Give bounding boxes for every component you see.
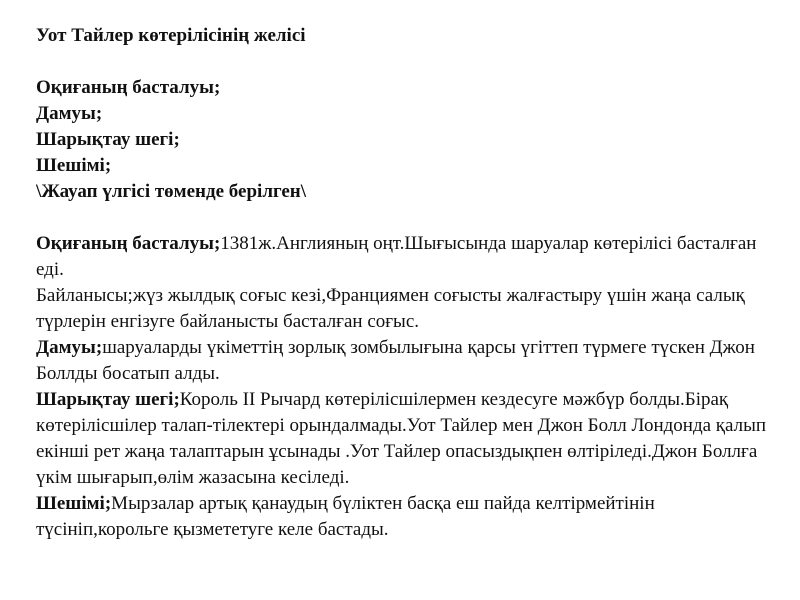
- section-label: Дамуы;: [36, 337, 103, 358]
- spacer: [36, 205, 776, 231]
- section-label: Шарықтау шегі;: [36, 389, 180, 410]
- section-text: шаруаларды үкіметтің зорлық зомбылығына қарсы үгіттеп түрмеге түскен Джон Боллды босатып алды.: [36, 337, 755, 384]
- section-text: 1381ж.Англияның оңт.Шығысында шаруалар көтерілісі басталған еді.: [36, 233, 757, 280]
- section-beginning: [36, 231, 776, 283]
- outline-item-climax: Шарықтау шегі;: [36, 129, 180, 150]
- section-text: Мырзалар артық қанаудың бүліктен басқа еш пайда келтірмейтінін түсініп,корольге қызмететуге келе бастады.: [36, 493, 655, 540]
- section-label: Оқиғаның басталуы;: [36, 233, 221, 254]
- section-label: Шешімі;: [36, 493, 112, 514]
- section-resolution: [36, 491, 776, 543]
- section-text: Байланысы;жүз жылдық соғыс кезі,Франциямен соғысты жалғастыру үшін жаңа салық түрлерін енгізуге байланысты басталған соғыс.: [36, 285, 745, 332]
- section-connection: [36, 283, 776, 335]
- outline-item-resolution: Шешімі;: [36, 155, 112, 176]
- section-text: Король ІІ Рычард көтерілісшілермен кездесуге мәжбүр болды.Бірақ көтерілісшілер талап-тілектері орындалмады.Уот Тайлер мен Джон Болл Лондонда қалып екінші рет жаңа талаптарын ұсынады .Уот Тайлер опасыздықпен өлтіріледі.Джон Боллға үкім шығарып,өлім жазасына кесіледі.: [36, 389, 767, 488]
- document-body: [36, 23, 776, 543]
- outline-answer-note: \Жауап үлгісі төменде берілген\: [36, 181, 307, 202]
- section-climax: [36, 387, 776, 491]
- section-development: [36, 335, 776, 387]
- outline-item-beginning: Оқиғаның басталуы;: [36, 77, 221, 98]
- document-title: Уот Тайлер көтерілісінің желісі: [36, 25, 306, 46]
- spacer: [36, 49, 776, 75]
- outline-item-development: Дамуы;: [36, 103, 103, 124]
